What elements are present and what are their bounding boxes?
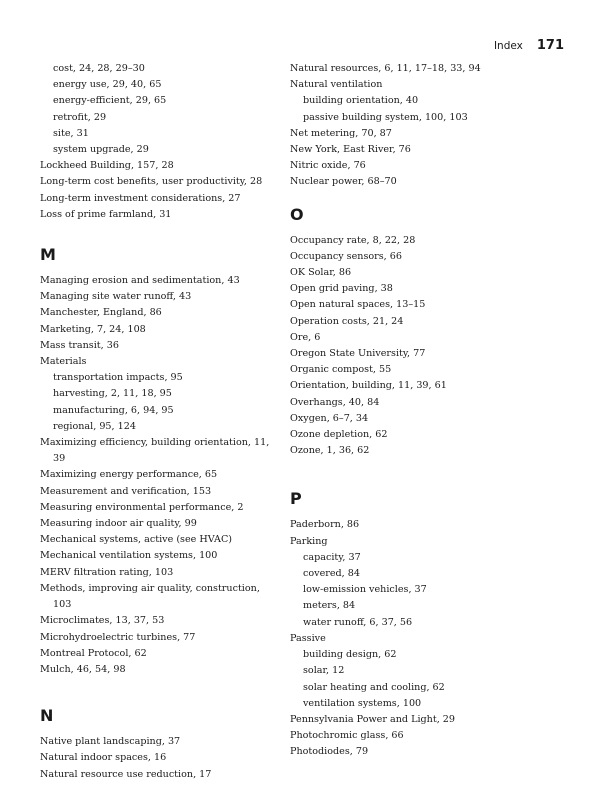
index-subentry: meters, 84: [303, 600, 356, 612]
index-letter-heading: N: [40, 706, 54, 726]
index-entry: OK Solar, 86: [290, 267, 352, 279]
index-subentry: cost, 24, 28, 29–30: [53, 63, 145, 74]
index-subentry: ventilation systems, 100: [303, 697, 422, 709]
index-subentry: solar heating and cooling, 62: [303, 681, 445, 693]
index-entry: Natural resource use reduction, 17: [40, 768, 212, 780]
index-subentry: building orientation, 40: [303, 95, 419, 107]
page-number: 171: [536, 38, 564, 53]
index-entry: Measurement and verification, 153: [40, 485, 212, 497]
index-entry: Organic compost, 55: [290, 364, 392, 376]
index-entry: Overhangs, 40, 84: [290, 396, 380, 408]
index-entry: Maximizing efficiency, building orientation, 11, 39: [40, 437, 270, 465]
index-entry: Operation costs, 21, 24: [290, 315, 404, 327]
index-entry: Mechanical systems, active (see HVAC): [40, 534, 233, 546]
index-entry: Mulch, 46, 54, 98: [40, 663, 126, 675]
index-entry: Parking: [290, 535, 328, 547]
index-entry: Ozone depletion, 62: [290, 429, 388, 441]
index-entry: Lockheed Building, 157, 28: [40, 160, 174, 172]
index-subentry: low-emission vehicles, 37: [303, 584, 427, 596]
index-entry: Open grid paving, 38: [290, 283, 393, 295]
index-letter-heading: O: [290, 204, 304, 224]
index-entry: Microclimates, 13, 37, 53: [40, 615, 165, 627]
index-entry: Natural indoor spaces, 16: [40, 752, 167, 764]
index-entry: Net metering, 70, 87: [290, 127, 392, 139]
index-letter-heading: P: [290, 489, 302, 509]
running-head: Index: [493, 40, 523, 52]
index-entry: Oxygen, 6–7, 34: [290, 412, 369, 424]
index-entry: Passive: [290, 632, 326, 644]
index-subentry: passive building system, 100, 103: [303, 111, 468, 123]
index-entry: Photodiodes, 79: [290, 746, 369, 758]
index-entry: Managing erosion and sedimentation, 43: [40, 275, 240, 287]
index-subentry: regional, 95, 124: [53, 420, 136, 432]
index-entry: Montreal Protocol, 62: [40, 647, 147, 659]
index-entry: Photochromic glass, 66: [290, 730, 404, 742]
index-entry: Managing site water runoff, 43: [40, 291, 192, 303]
index-entry: Natural resources, 6, 11, 17–18, 33, 94: [290, 63, 481, 74]
index-entry: Mechanical ventilation systems, 100: [40, 550, 218, 562]
index-subentry: retrofit, 29: [53, 111, 107, 123]
index-subentry: harvesting, 2, 11, 18, 95: [53, 388, 172, 400]
index-entry: Nuclear power, 68–70: [290, 176, 397, 188]
index-entry: Marketing, 7, 24, 108: [40, 323, 146, 335]
index-subentry: energy-efficient, 29, 65: [53, 95, 167, 107]
index-subentry: capacity, 37: [303, 551, 361, 563]
index-entry: Oregon State University, 77: [290, 348, 426, 360]
index-column-right: [290, 61, 530, 761]
index-subentry: solar, 12: [303, 665, 345, 677]
index-entry: Occupancy sensors, 66: [290, 250, 402, 262]
index-entry: Manchester, England, 86: [40, 307, 162, 319]
index-subentry: building design, 62: [303, 649, 397, 661]
index-column-left: [40, 61, 280, 783]
index-entry: New York, East River, 76: [290, 144, 411, 156]
index-entry: Long-term cost benefits, user productivity, 28: [40, 176, 263, 188]
index-entry: Long-term investment considerations, 27: [40, 192, 241, 204]
index-entry: Nitric oxide, 76: [290, 160, 366, 172]
index-entry: Native plant landscaping, 37: [40, 736, 181, 748]
index-subentry: covered, 84: [303, 568, 360, 580]
index-entry: Microhydroelectric turbines, 77: [40, 631, 196, 643]
index-entry: Ozone, 1, 36, 62: [290, 445, 370, 457]
index-entry: MERV filtration rating, 103: [40, 566, 174, 578]
index-subentry: manufacturing, 6, 94, 95: [53, 404, 174, 416]
index-entry: Maximizing energy performance, 65: [40, 469, 218, 481]
index-entry: Measuring indoor air quality, 99: [40, 518, 197, 530]
index-entry: Open natural spaces, 13–15: [290, 299, 426, 311]
index-subentry: water runoff, 6, 37, 56: [303, 616, 413, 628]
index-entry: Materials: [40, 356, 87, 368]
index-entry: Occupancy rate, 8, 22, 28: [290, 234, 416, 246]
index-subentry: site, 31: [53, 127, 89, 139]
page-header: [494, 38, 564, 53]
index-entry: Pennsylvania Power and Light, 29: [290, 713, 456, 725]
index-entry: Orientation, building, 11, 39, 61: [290, 380, 447, 392]
index-entry: Ore, 6: [290, 331, 321, 343]
index-entry: Mass transit, 36: [40, 339, 119, 351]
index-subentry: energy use, 29, 40, 65: [53, 79, 162, 91]
index-entry: Measuring environmental performance, 2: [40, 501, 244, 513]
index-subentry: system upgrade, 29: [53, 144, 149, 156]
index-entry: Natural ventilation: [290, 79, 383, 91]
index-subentry: transportation impacts, 95: [53, 372, 183, 384]
index-entry: Methods, improving air quality, construction, 103: [40, 582, 260, 611]
index-entry: Loss of prime farmland, 31: [40, 208, 172, 220]
index-letter-heading: M: [40, 245, 56, 265]
index-entry: Paderborn, 86: [290, 519, 360, 531]
